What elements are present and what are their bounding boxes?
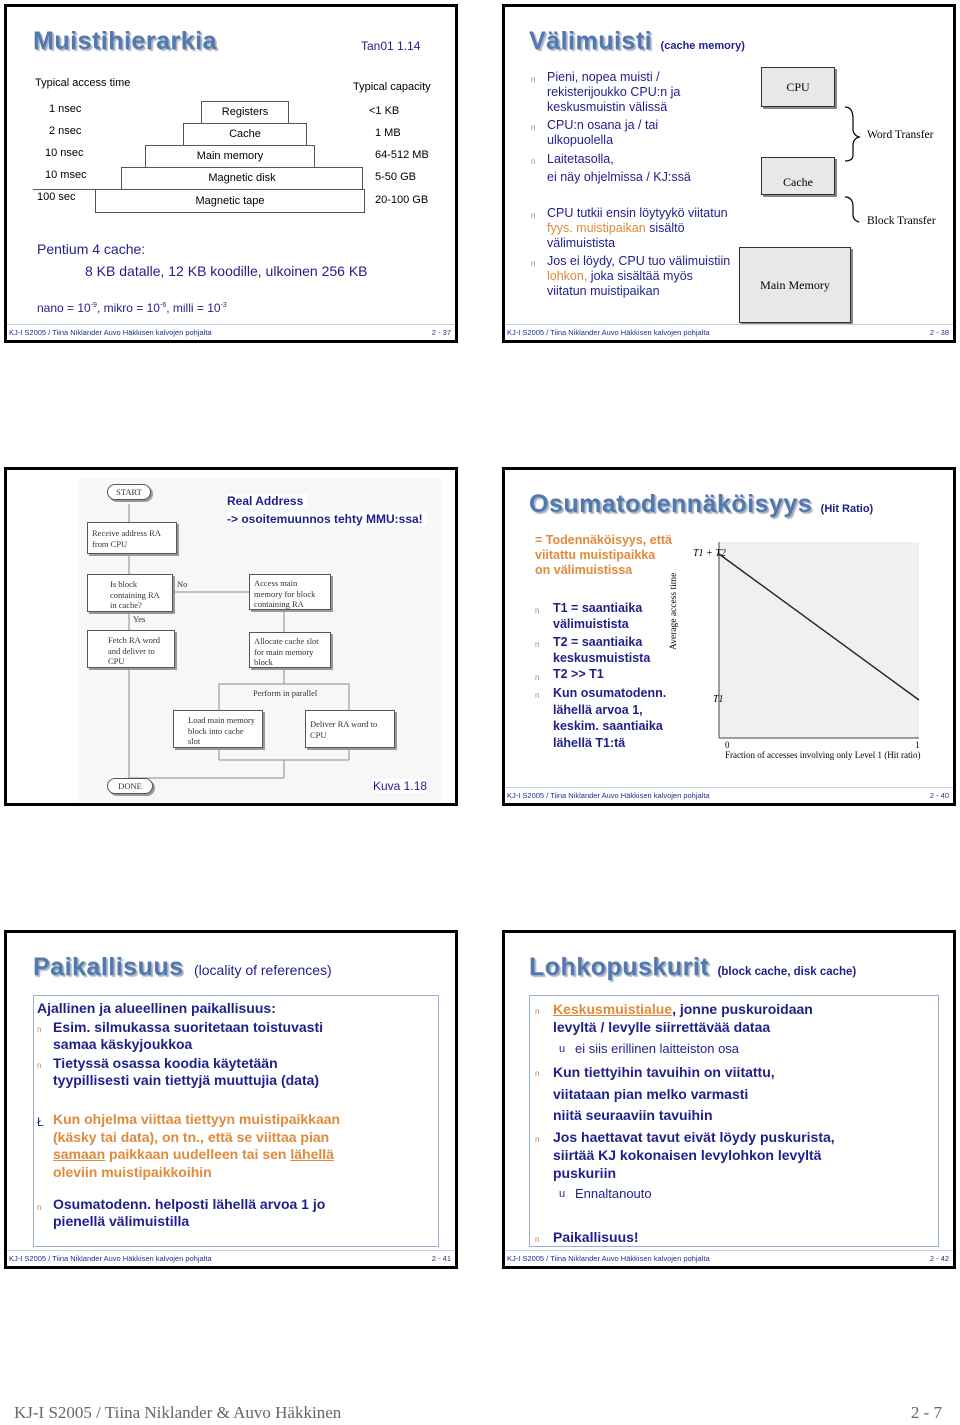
bullet-text: Tietyssä osassa koodia käytetään tyypillisesti vain tiettyjä muuttujia (data): [53, 1055, 320, 1088]
real-address-label: Real Address: [227, 494, 307, 508]
level-registers: Registers: [201, 101, 289, 123]
cap-magnetic-tape: 20-100 GB: [375, 194, 429, 206]
fetch-word-node: Fetch RA word and deliver to CPU: [87, 630, 175, 668]
x-axis-label: Fraction of accesses involving only Level 1 (Hit ratio): [725, 750, 921, 760]
hit-ratio-plot: [691, 540, 923, 766]
slide-2-38: [502, 4, 956, 343]
main-memory-box: [739, 247, 851, 323]
bullet-text: Pieni, nopea muisti / rekisterijoukko CPU:n ja keskusmuistin välissä: [547, 70, 681, 114]
unit-prefixes: nano = $10^{-9}$, mikro = $10^{-6}$, milli = $10^{-3}$: [37, 301, 227, 315]
footer-rule: [505, 1250, 953, 1251]
slide-subtitle: (Hit Ratio): [820, 503, 874, 515]
bullet-text: CPU:n osana ja / tai ulkopuolella: [547, 118, 659, 147]
memory-hierarchy-figure: [33, 69, 437, 217]
receive-address-node: Receive address RA from CPU: [87, 522, 177, 554]
word-transfer-label: Word Transfer: [867, 129, 934, 141]
slide-2-41: [4, 930, 458, 1269]
slide-subtitle: (cache memory): [660, 40, 745, 52]
time-main-memory: 10 nsec: [45, 147, 84, 159]
level-magnetic-tape: Magnetic tape: [95, 189, 365, 213]
slide-subtitle: (locality of references): [193, 962, 332, 978]
bullet-text: Laitetasolla,: [547, 152, 614, 166]
time-registers: 1 nsec: [49, 103, 82, 115]
slide-footer: KJ-I S2005 / Tiina Niklander Auvo Häkkisen kalvojen pohjalta: [507, 791, 710, 800]
plot-area: [719, 542, 919, 738]
time-magnetic-tape: 100 sec: [37, 191, 76, 203]
cap-main-memory: 64-512 MB: [375, 149, 429, 161]
slide-footer: KJ-I S2005 / Tiina Niklander Auvo Häkkisen kalvojen pohjalta: [9, 1254, 212, 1263]
sub-bullet-text: ei siis erillinen laitteiston osa: [575, 1041, 740, 1056]
y-tick-t1-plus-t2: T1 + T2: [693, 548, 726, 559]
hit-ratio-chart: [669, 540, 923, 766]
bullet-text: Kun tiettyihin tavuihin on viitattu, viitataan pian melko varmasti niitä seuraaviin tavuihin: [553, 1064, 775, 1123]
block-transfer-label: Block Transfer: [867, 215, 936, 227]
bullet-icon: n: [37, 1203, 42, 1212]
sub-bullet-icon: u: [559, 1043, 566, 1055]
bullet-text: T2 = saantiaika keskusmuistista: [553, 635, 651, 665]
slide-2-40: [502, 467, 956, 806]
slide-heading: [529, 490, 873, 519]
time-magnetic-disk: 10 msec: [45, 169, 87, 181]
access-main-memory-node: Access main memory for block containing RA: [249, 574, 331, 610]
slide-2-42: [502, 930, 956, 1269]
bullet-text: Jos haettavat tavut eivät löydy puskurista, siirtää KJ kokonaisen levylohkon levyltä puskuriin: [553, 1129, 835, 1181]
cpu-label: CPU: [786, 80, 810, 94]
section-heading: Ajallinen ja alueellinen paikallisuus:: [37, 1000, 276, 1016]
y-axis-label: Average access time: [669, 572, 679, 650]
slide-footer: KJ-I S2005 / Tiina Niklander Auvo Häkkisen kalvojen pohjalta: [9, 328, 212, 337]
bullet-text: Osumatodenn. helposti lähellä arvoa 1 jo pienellä välimuistilla: [53, 1196, 326, 1229]
bullet-icon: n: [531, 211, 536, 220]
transfer-braces-icon: [841, 105, 867, 225]
cpu-box: [761, 67, 835, 107]
slide-number: 2 - 40: [929, 791, 949, 800]
slide-footer: KJ-I S2005 / Tiina Niklander Auvo Häkkisen kalvojen pohjalta: [507, 328, 710, 337]
slide-subtitle: (block cache, disk cache): [717, 966, 857, 978]
capacity-header: Typical capacity: [353, 81, 431, 93]
level-cache: Cache: [183, 123, 307, 145]
bullet-text: Esim. silmukassa suoritetaan toistuvasti samaa käskyjoukkoa: [53, 1019, 323, 1052]
start-node: START: [107, 484, 151, 500]
page-footer: KJ-I S2005 / Tiina Niklander & Auvo Häkkinen: [14, 1403, 342, 1422]
tape-divider: [33, 189, 95, 190]
no-label: No: [177, 579, 188, 589]
x-tick-1: 1: [915, 740, 920, 750]
cap-registers: <1 KB: [369, 105, 400, 117]
bullet-text: Paikallisuus!: [553, 1229, 639, 1245]
main-memory-label: Main Memory: [760, 278, 830, 292]
hit-ratio-definition: = Todennäköisyys, että viitattu muistipaikka on välimuistissa: [535, 533, 672, 577]
cache-label: Cache: [783, 175, 813, 189]
bullet-icon: n: [535, 1007, 540, 1016]
bullet-icon: n: [531, 75, 536, 84]
bullet-text: T1 = saantiaika välimuistista: [553, 601, 643, 631]
footer-rule: [7, 1250, 455, 1251]
bullet-icon: n: [37, 1061, 42, 1070]
slide-2-37: [4, 4, 458, 343]
slide-footer: KJ-I S2005 / Tiina Niklander Auvo Häkkisen kalvojen pohjalta: [507, 1254, 710, 1263]
slide-number: 2 - 37: [431, 328, 451, 337]
done-node: DONE: [107, 778, 153, 794]
bullet-text: Jos ei löydy, CPU tuo välimuistiin lohkon, joka sisältää myös viitatun muistipaikan: [547, 254, 731, 298]
footer-rule: [505, 324, 953, 325]
bullet-text: T2 >> T1: [553, 667, 604, 681]
pentium-detail: 8 KB datalle, 12 KB koodille, ulkoinen 256 KB: [85, 263, 368, 279]
slide-title: Muistihierarkia: [33, 27, 217, 55]
yes-label: Yes: [133, 614, 146, 624]
slide-heading: [529, 27, 745, 56]
slide-heading: [33, 953, 332, 982]
slide-title: Paikallisuus: [33, 953, 184, 981]
level-magnetic-disk: Magnetic disk: [121, 167, 363, 189]
arrow-icon: Ł: [37, 1115, 44, 1129]
bullet-text: Keskusmuistialue, jonne puskuroidaan levyltä / levylle siirrettävää dataa: [553, 1001, 813, 1035]
bullet-icon: n: [535, 1235, 540, 1244]
bullet-icon: n: [535, 606, 540, 615]
slide-number: 2 - 38: [929, 328, 949, 337]
access-time-header: Typical access time: [35, 77, 131, 89]
is-block-in-cache-node: Is block containing RA in cache?: [87, 574, 173, 612]
bullet-text: CPU tutkii ensin löytyykö viitatun fyys. muistipaikan sisältö välimuistista: [547, 206, 728, 250]
bullet-icon: n: [531, 157, 536, 166]
bullet-icon: n: [535, 673, 540, 682]
bullet-icon: n: [531, 259, 536, 268]
slide-number: 2 - 41: [431, 1254, 451, 1263]
bullet-text: Kun osumatodenn. lähellä arvoa 1, keskim. saantiaika lähellä T1:tä: [553, 686, 667, 750]
deliver-word-node: Deliver RA word to CPU: [305, 710, 395, 748]
footer-rule: [505, 787, 953, 788]
bullet-icon: n: [531, 123, 536, 132]
allocate-slot-node: Allocate cache slot for main memory block: [249, 632, 331, 668]
bullet-text: Kun ohjelma viittaa tiettyyn muistipaikkaan (käsky tai data), on tn., että se viittaa pian samaan paikkaan uudelleen tai sen lähellä oleviin muistipaikkoihin: [53, 1111, 341, 1180]
bullet-text: ei näy ohjelmissa / KJ:ssä: [547, 170, 691, 184]
figure-caption: Kuva 1.18: [373, 779, 428, 793]
slide-number: 2 - 42: [929, 1254, 949, 1263]
translation-note: -> osoitemuunnos tehty MMU:ssa!: [227, 512, 427, 526]
x-tick-0: 0: [725, 740, 730, 750]
load-block-node: Load main memory block into cache slot: [173, 710, 263, 748]
cap-magnetic-disk: 5-50 GB: [375, 171, 416, 183]
level-main-memory: Main memory: [145, 145, 315, 167]
slide-heading: [529, 953, 856, 982]
parallel-label: Perform in parallel: [253, 688, 318, 698]
bullet-icon: n: [37, 1025, 42, 1034]
page-number: 2 - 7: [910, 1403, 942, 1422]
sub-bullet-text: Ennaltanouto: [575, 1186, 652, 1201]
cache-read-flowchart: [79, 478, 441, 802]
slide-title: Osumatodennäköisyys: [529, 490, 813, 518]
slide-2-39: [4, 467, 458, 806]
cache-diagram: [737, 65, 947, 323]
bullet-icon: n: [535, 1069, 540, 1078]
sub-bullet-icon: u: [559, 1188, 566, 1200]
bullet-icon: n: [535, 691, 540, 700]
y-tick-t1: T1: [713, 694, 724, 705]
bullet-icon: n: [535, 640, 540, 649]
cache-box: [761, 157, 835, 195]
footer-rule: [7, 324, 455, 325]
time-cache: 2 nsec: [49, 125, 82, 137]
slide-title: Lohkopuskurit: [529, 953, 710, 981]
bullet-icon: n: [535, 1135, 540, 1144]
figure-ref: Tan01 1.14: [361, 39, 421, 53]
pentium-title: Pentium 4 cache:: [37, 241, 146, 257]
slide-title: Välimuisti: [529, 27, 653, 55]
cap-cache: 1 MB: [375, 127, 401, 139]
